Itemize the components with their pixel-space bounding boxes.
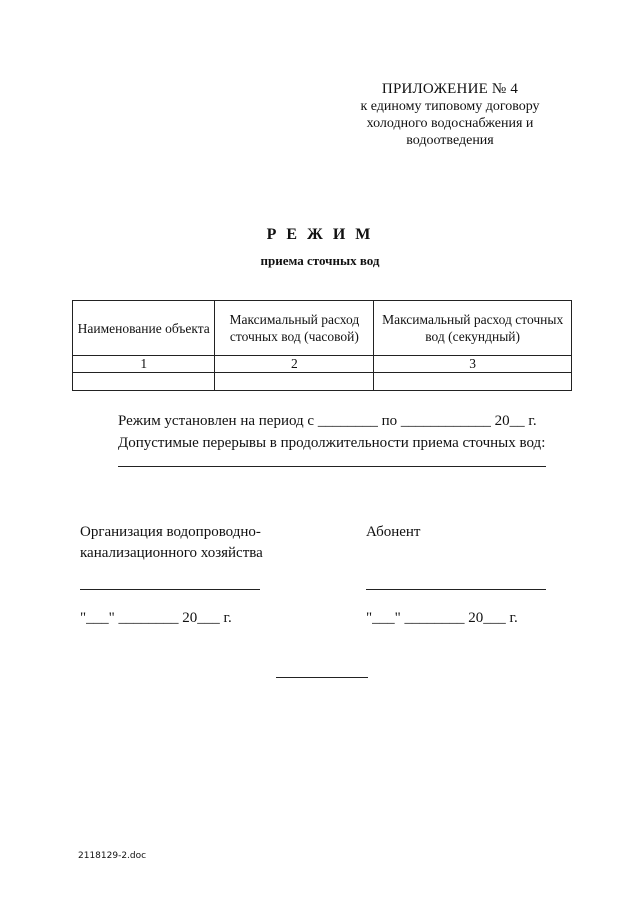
left-signature-date: "___" ________ 20___ г. xyxy=(80,610,232,626)
document-subtitle: приема сточных вод xyxy=(260,253,380,268)
right-signature-line xyxy=(366,589,546,590)
table-number-cell: 3 xyxy=(374,356,572,373)
table-header-cell: Наименование объекта xyxy=(73,301,215,356)
table-header-cell: Максимальный расход сточных вод (часовой) xyxy=(215,301,374,356)
table-header-row xyxy=(73,301,572,356)
end-separator-line xyxy=(276,677,368,678)
breaks-fill-line xyxy=(118,466,546,467)
table-number-row xyxy=(73,356,572,373)
table-row xyxy=(73,373,572,391)
table-header-cell: Максимальный расход сточных вод (секундный) xyxy=(374,301,572,356)
table-number-cell: 2 xyxy=(215,356,374,373)
file-name-footer: 2118129-2.doc xyxy=(78,851,147,861)
right-signature-label-line: Абонент xyxy=(366,524,421,540)
appendix-line: холодного водоснабжения и xyxy=(366,116,534,131)
table-cell xyxy=(374,373,572,391)
appendix-title: ПРИЛОЖЕНИЕ № 4 xyxy=(381,81,519,97)
right-signature-label xyxy=(366,522,420,543)
breaks-line: Допустимые перерывы в продолжительности приема сточных вод: xyxy=(118,435,546,451)
table-number-cell: 1 xyxy=(73,356,215,373)
left-signature-line xyxy=(80,589,260,590)
document-title: Р Е Ж И М xyxy=(266,226,374,243)
appendix-line: водоотведения xyxy=(406,133,494,148)
regime-table xyxy=(72,300,572,391)
appendix-line: к единому типовому договору xyxy=(360,99,540,114)
table-cell xyxy=(73,373,215,391)
appendix-header xyxy=(330,80,570,149)
left-signature-label-line: канализационного хозяйства xyxy=(80,545,263,561)
period-line: Режим установлен на период с ________ по ____________ 20__ г. xyxy=(118,413,537,429)
table-cell xyxy=(215,373,374,391)
left-signature-label-line: Организация водопроводно- xyxy=(80,524,261,540)
left-signature-label xyxy=(80,522,263,564)
right-signature-date: "___" ________ 20___ г. xyxy=(366,610,518,626)
